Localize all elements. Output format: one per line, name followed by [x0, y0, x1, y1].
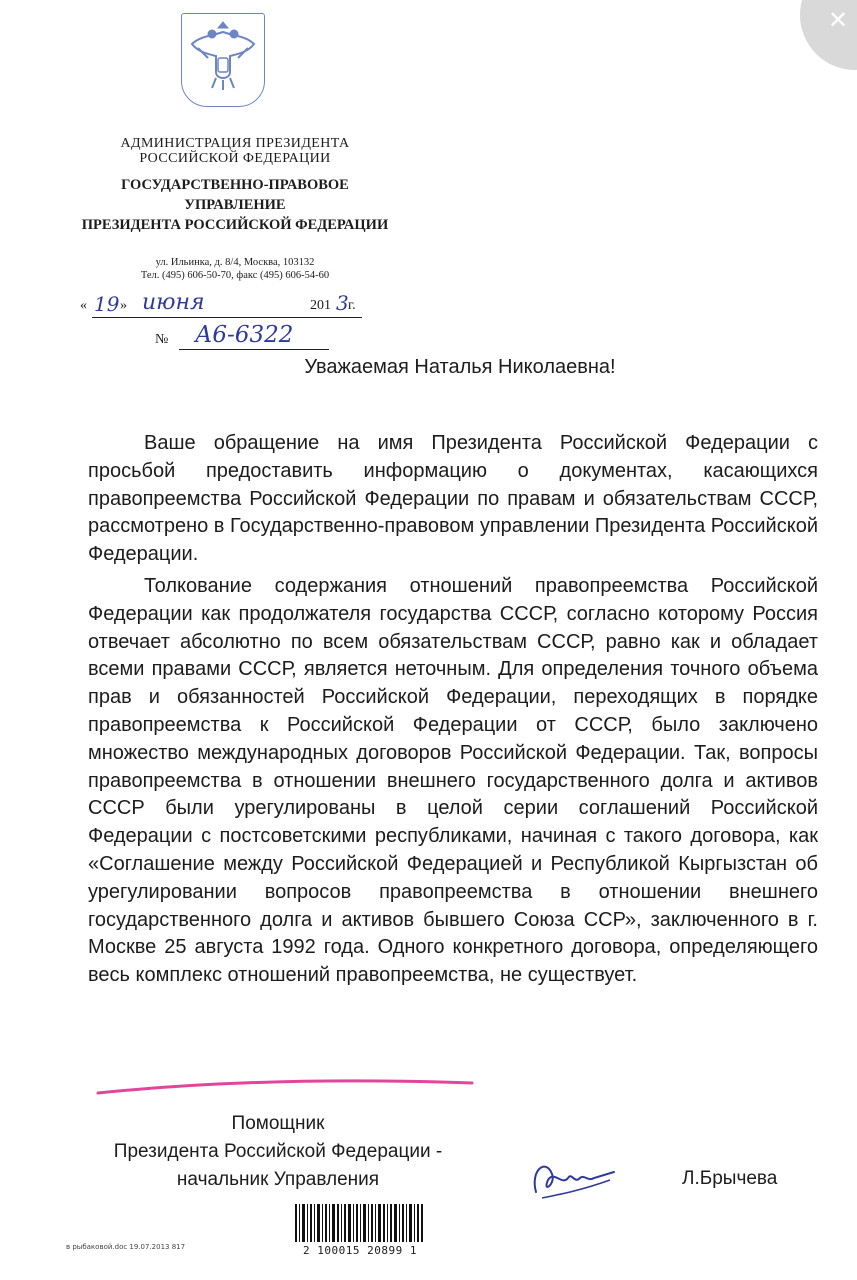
date-close-quote: » [120, 298, 127, 313]
state-emblem [181, 13, 265, 107]
body-paragraph: Ваше обращение на имя Президента Российской Федерации с просьбой предоставить информацию о документах, касающихся правопреемства Российской Федерации по правам и обязательствам СССР, рассмотрено в Государственно-правовом управлении Президента Российской Федерации. [88, 432, 818, 566]
admin-line: АДМИНИСТРАЦИЯ ПРЕЗИДЕНТА [120, 136, 350, 151]
date-field [80, 290, 368, 324]
phone-text: Тел. (495) 606-50-70, факс (495) 606-54-60 [140, 270, 330, 281]
date-open-quote: « [80, 298, 87, 313]
highlight-stroke [96, 1075, 476, 1099]
date-year-prefix: 201 [310, 298, 331, 313]
letter-body [88, 430, 818, 994]
close-icon: ✕ [828, 6, 849, 34]
salutation: Уважаемая Наталья Николаевна! [304, 356, 616, 378]
barcode-number: 2 100015 20899 1 [303, 1244, 417, 1257]
date-day: 19 [94, 292, 120, 316]
date-month: июня [142, 290, 205, 315]
dept-line: ПРЕЗИДЕНТА РОССИЙСКОЙ ФЕДЕРАЦИИ [81, 217, 389, 233]
number-sign: № [155, 332, 169, 347]
double-headed-eagle-icon [182, 14, 264, 106]
date-year-unit: г. [348, 298, 356, 313]
title-line: Помощник [231, 1113, 325, 1134]
registration-number: А6-6322 [195, 322, 294, 348]
body-paragraph: Толкование содержания отношений правопреемства Российской Федерации как продолжателя государства СССР, согласно которому Россия отвечает абсолютно по всем обязательствам СССР, равно как и обладает всеми правами СССР, является неточным. Для определения точного объема прав и обязанностей Российской Федерации, переходящих в порядке правопреемства к Российской Федерации от СССР, было заключено множество международных договоров Российской Федерации. Так, вопросы правопреемства в отношении внешнего государственного долга и активов СССР были урегулированы в целой серии соглашений Российской Федерации с постсоветскими республиками, начиная с такого договора, как «Соглашение между Российской Федерацией и Республикой Кыргызстан об урегулировании вопросов правопреемства в отношении внешнего государственного долга и активов бывшего Союза ССР», заключенного в г. Москве 25 августа 1992 года. Одного конкретного договора, определяющего весь комплекс отношений правопреемства, не существует. [88, 574, 818, 987]
registration-number-field [155, 322, 355, 356]
corner-overlay-button[interactable] [800, 0, 857, 70]
dept-line: ГОСУДАРСТВЕННО-ПРАВОВОЕ [121, 177, 349, 193]
signatory-name: Л.Брычева [682, 1168, 778, 1189]
dept-line: УПРАВЛЕНИЕ [184, 197, 286, 213]
title-line: Президента Российской Федерации - [113, 1141, 443, 1162]
barcode-icon [293, 1198, 425, 1242]
title-line: начальник Управления [176, 1169, 380, 1190]
address-text: ул. Ильинка, д. 8/4, Москва, 103132 [155, 257, 315, 268]
department-heading [60, 175, 410, 235]
date-year-suffix: 3 [336, 291, 349, 315]
file-reference: в рыбаковой.doc 19.07.2013 817 [66, 1243, 186, 1251]
admin-line: РОССИЙСКОЙ ФЕДЕРАЦИИ [139, 151, 331, 166]
signatory-title [78, 1110, 478, 1194]
administration-heading [60, 136, 410, 166]
handwritten-signature [522, 1150, 622, 1210]
contact-block [60, 256, 410, 282]
